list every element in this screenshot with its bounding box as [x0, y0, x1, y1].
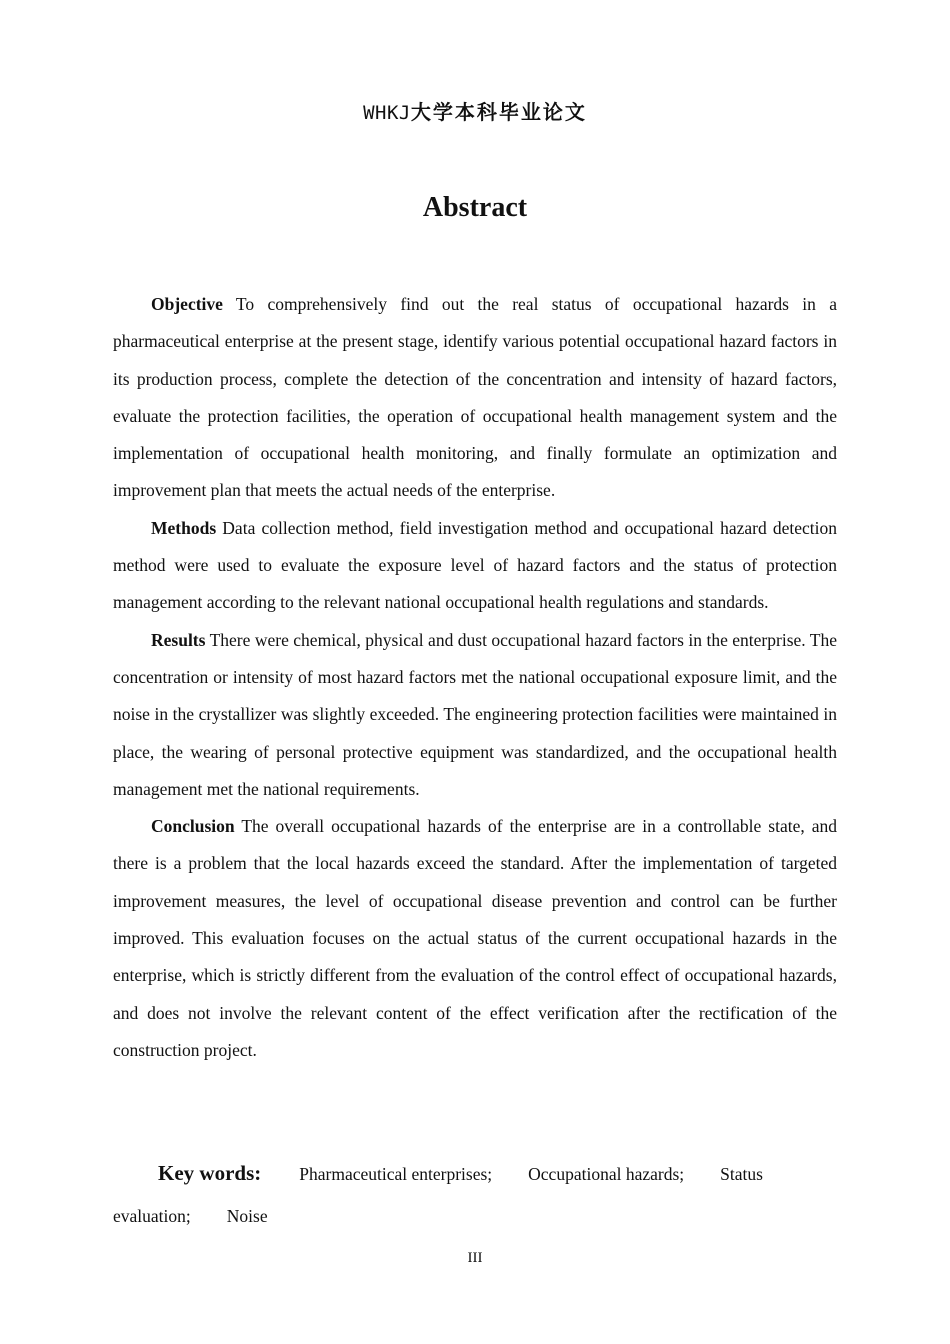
section-text: Data collection method, field investigation method and occupational hazard detection method were used to evaluate the exposure level of hazard factors and the status of protection management according to the relevant national occupational health regulations and standards.: [113, 517, 837, 613]
section-label: Results: [151, 629, 206, 650]
abstract-body: [113, 286, 837, 1069]
section-label: Objective: [151, 294, 223, 314]
section-label: Conclusion: [151, 816, 235, 837]
keyword-item: Pharmaceutical enterprises;: [299, 1164, 493, 1184]
section-text: To comprehensively find out the real status of occupational hazards in a pharmaceutical enterprise at the present stage, identify various potential occupational hazard factors in its production process, complete the detection of the concentration and intensity of hazard factors, evaluate the protection facilities, the operation of occupational health management system and the implementation of occupational health monitoring, and finally formulate an optimization and improvement plan that meets the actual needs of the enterprise.: [113, 294, 837, 501]
keywords: [113, 1152, 837, 1237]
section-text: The overall occupational hazards of the enterprise are in a controllable state, and there is a problem that the local hazards exceed the standard. After the implementation of targeted improvement measures, the level of occupational disease prevention and control can be further improved. This evaluation focuses on the actual status of the current occupational hazards in the enterprise, which is strictly different from the evaluation of the control effect of occupational hazards, and does not involve the relevant content of the effect verification after the rectification of the construction project.: [113, 816, 837, 1060]
page-number: III: [467, 1250, 483, 1266]
section-label: Methods: [151, 517, 217, 538]
section-objective: [113, 286, 837, 510]
keyword-item: Noise: [226, 1206, 268, 1226]
keyword-item: Occupational hazards;: [528, 1164, 685, 1184]
header-cjk: 大学本科毕业论文: [410, 100, 587, 124]
running-header: [0, 96, 950, 125]
keywords-label: Key words:: [158, 1161, 262, 1185]
section-methods: [113, 510, 837, 622]
section-results: [113, 622, 837, 808]
section-text: There were chemical, physical and dust occupational hazard factors in the enterprise. The concentration or intensity of most hazard factors met the national occupational exposure limit, and the noise in the crystallizer was slightly exceeded. The engineering protection facilities were maintained in place, the wearing of personal protective equipment was standardized, and the occupational health management met the national requirements.: [113, 629, 837, 799]
abstract-title: Abstract: [422, 192, 528, 223]
header-latin: WHKJ: [363, 102, 411, 124]
keyword-item: Status evaluation;: [113, 1164, 763, 1226]
section-conclusion: [113, 808, 837, 1069]
